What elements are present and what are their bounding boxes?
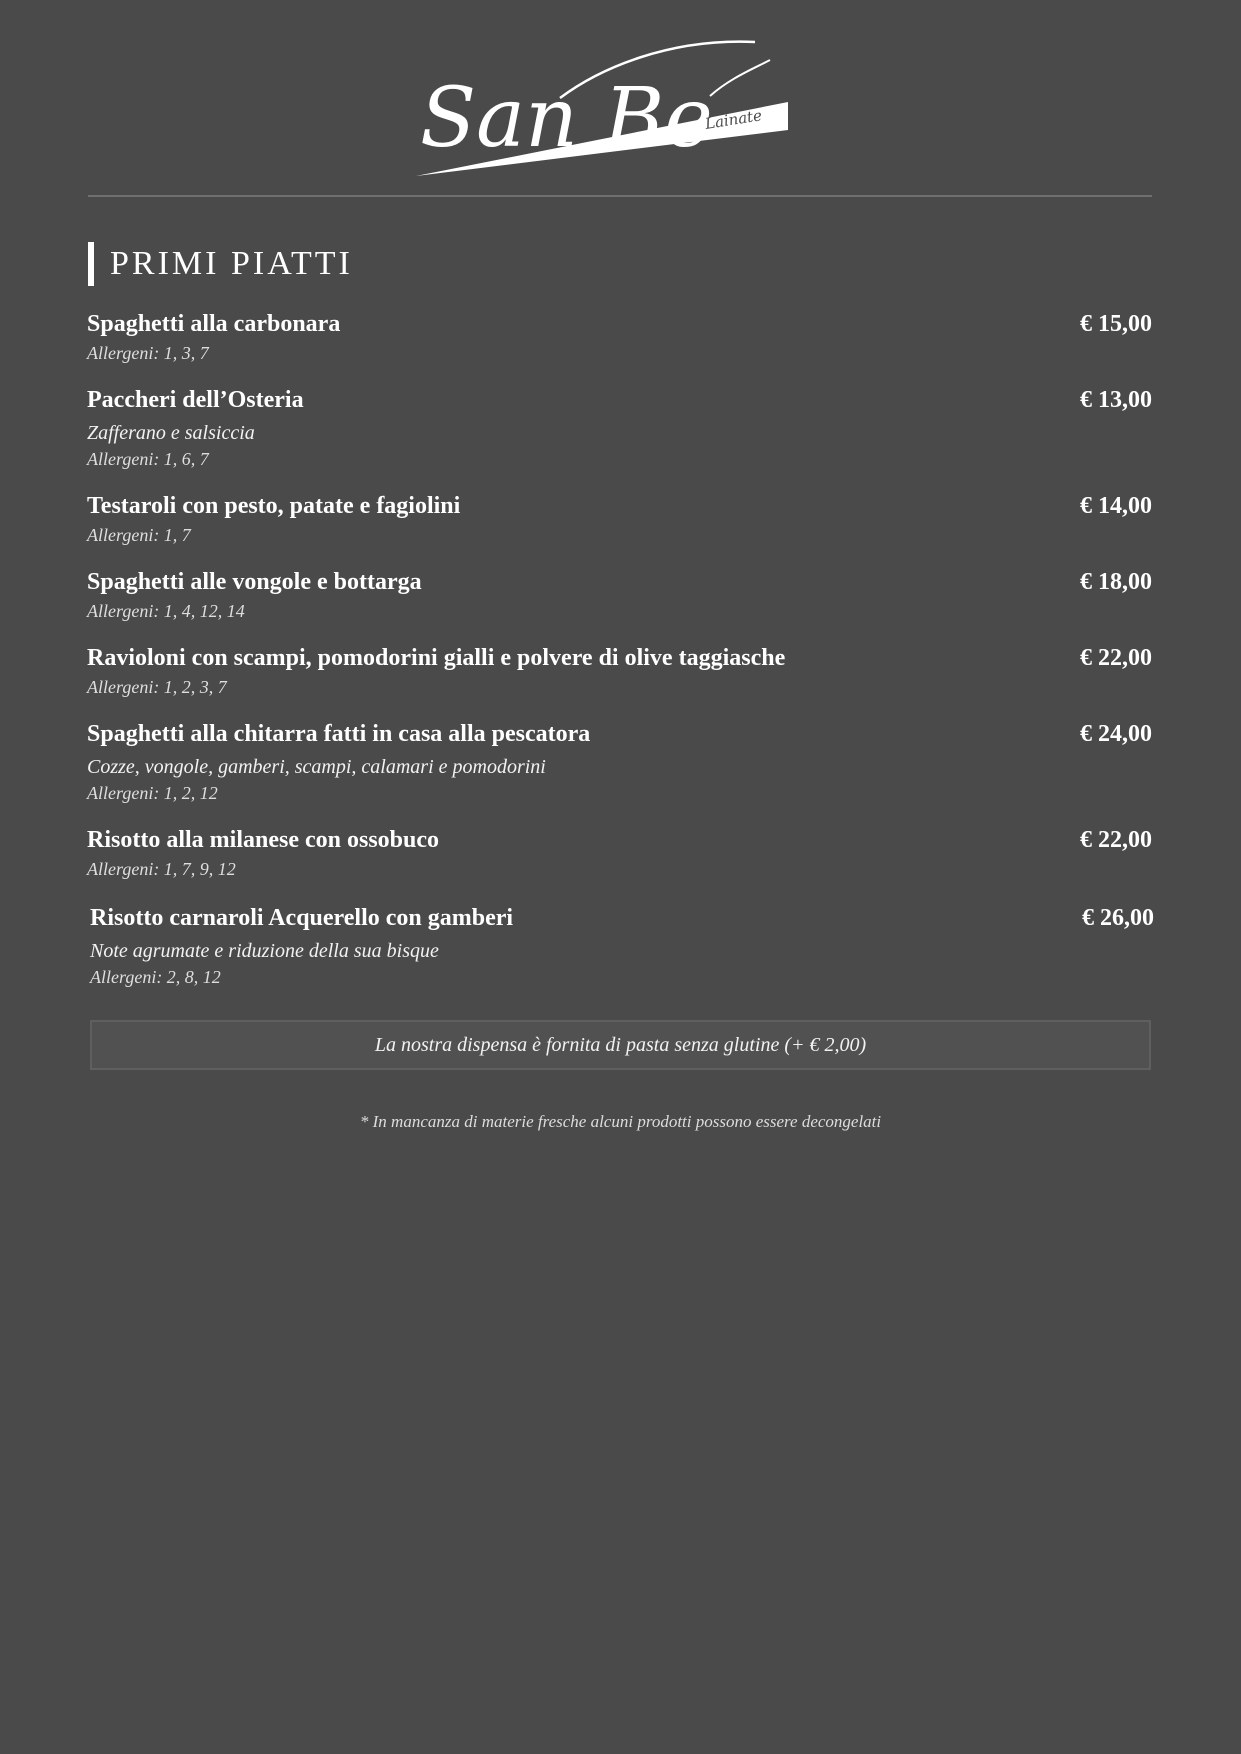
item-name: Spaghetti alle vongole e bottarga (87, 569, 422, 595)
item-allergens: Allergeni: 1, 4, 12, 14 (87, 601, 245, 621)
frozen-products-footnote: * In mancanza di materie fresche alcuni prodotti possono essere decongelati (359, 1112, 882, 1131)
header-divider (88, 195, 1152, 197)
item-name: Spaghetti alla carbonara (87, 311, 341, 337)
menu-item (87, 640, 1152, 698)
item-name: Paccheri dell’Osteria (87, 387, 304, 413)
item-price: € 22,00 (1080, 645, 1152, 671)
item-allergens: Allergeni: 1, 7 (87, 525, 191, 545)
item-price: € 13,00 (1080, 387, 1152, 413)
item-description: Zafferano e salsiccia (87, 422, 255, 444)
item-name: Spaghetti alla chitarra fatti in casa alla pescatora (87, 721, 591, 747)
section-title: PRIMI PIATTI (88, 242, 353, 286)
item-allergens: Allergeni: 1, 6, 7 (87, 449, 209, 469)
item-price: € 15,00 (1080, 311, 1152, 337)
item-allergens: Allergeni: 1, 2, 12 (87, 783, 218, 803)
item-allergens: Allergeni: 1, 2, 3, 7 (87, 677, 227, 697)
menu-item (87, 488, 1152, 546)
item-name: Risotto carnaroli Acquerello con gamberi (90, 905, 514, 931)
item-allergens: Allergeni: 2, 8, 12 (90, 967, 221, 987)
item-name: Risotto alla milanese con ossobuco (87, 827, 440, 853)
item-allergens: Allergeni: 1, 7, 9, 12 (87, 859, 236, 879)
item-allergens: Allergeni: 1, 3, 7 (87, 343, 209, 363)
menu-item (87, 382, 1152, 470)
logo-name: San Be (420, 71, 713, 166)
menu-item (87, 822, 1152, 880)
menu-list (87, 306, 1152, 1006)
item-description: Note agrumate e riduzione della sua bisque (90, 940, 439, 962)
gluten-free-note: La nostra dispensa è fornita di pasta senza glutine (+ € 2,00) (90, 1020, 1151, 1070)
item-name: Ravioloni con scampi, pomodorini gialli e polvere di olive taggiasche (87, 645, 786, 671)
restaurant-logo (410, 38, 794, 178)
logo-location: Lainate (703, 106, 764, 133)
item-name: Testaroli con pesto, patate e fagiolini (87, 493, 461, 519)
item-price: € 14,00 (1080, 493, 1152, 519)
item-price: € 24,00 (1080, 721, 1152, 747)
item-price: € 18,00 (1080, 569, 1152, 595)
menu-item (87, 564, 1152, 622)
menu-item (87, 306, 1152, 364)
menu-item (87, 716, 1152, 804)
item-price: € 22,00 (1080, 827, 1152, 853)
item-price: € 26,00 (1082, 905, 1154, 931)
menu-item (90, 900, 1154, 988)
item-description: Cozze, vongole, gamberi, scampi, calamari e pomodorini (87, 756, 546, 778)
logo-graphic (410, 38, 794, 178)
